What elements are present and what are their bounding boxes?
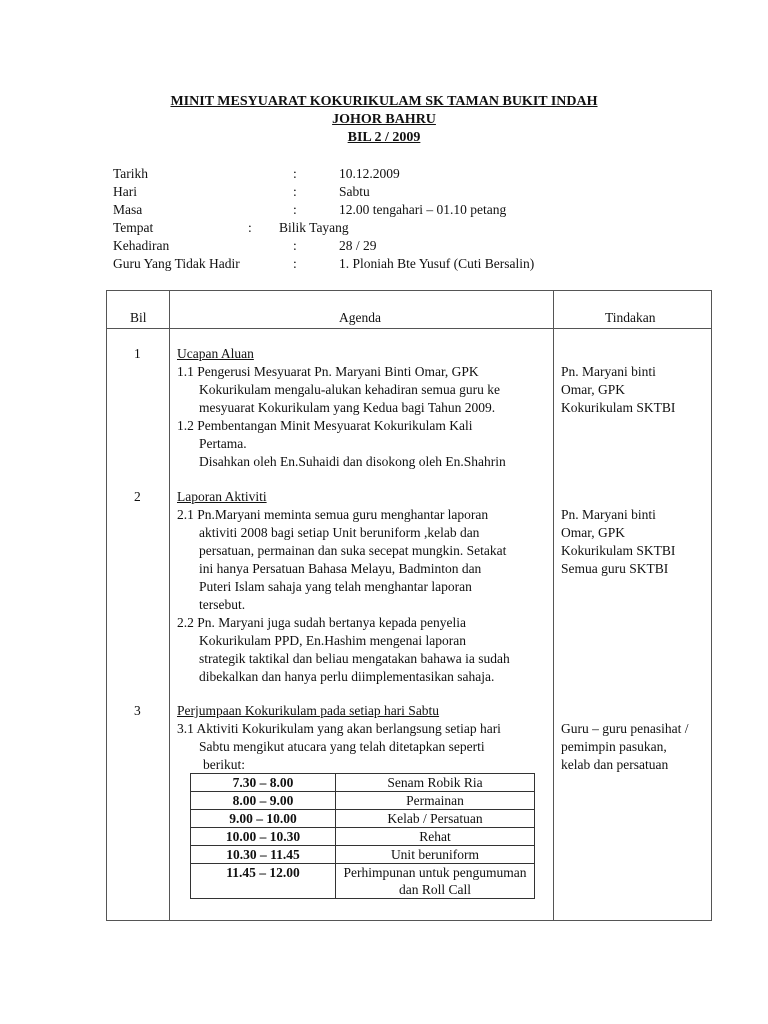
schedule-activity: Perhimpunan untuk pengumuman dan Roll Call xyxy=(336,864,535,899)
info-value: Bilik Tayang xyxy=(279,220,349,235)
info-label: Guru Yang Tidak Hadir xyxy=(113,256,240,271)
agenda-line: ini hanya Persatuan Bahasa Melayu, Badminton dan xyxy=(199,561,482,576)
agenda-line: 3.1 Aktiviti Kokurikulam yang akan berlangsung setiap hari xyxy=(177,721,501,736)
info-colon: : xyxy=(248,220,252,235)
agenda-line: Kokurikulam mengalu-alukan kehadiran semua guru ke xyxy=(199,382,501,397)
schedule-activity: Kelab / Persatuan xyxy=(336,810,535,828)
row-number: 1 xyxy=(134,346,141,361)
info-label: Tempat xyxy=(113,220,154,235)
agenda-heading: Ucapan Aluan xyxy=(177,346,254,361)
info-value: 12.00 tengahari – 01.10 petang xyxy=(339,202,507,217)
agenda-line: 2.1 Pn.Maryani meminta semua guru menghantar laporan xyxy=(177,507,489,522)
agenda-heading: Perjumpaan Kokurikulam pada setiap hari Sabtu xyxy=(177,703,440,718)
row-number: 3 xyxy=(134,703,141,718)
agenda-line: strategik taktikal dan beliau mengatakan bahawa ia sudah xyxy=(199,651,510,666)
agenda-line: Disahkan oleh En.Suhaidi dan disokong oleh En.Shahrin xyxy=(199,454,506,469)
column-divider xyxy=(169,291,170,920)
agenda-line: persatuan, permainan dan suka secepat mungkin. Setakat xyxy=(199,543,507,558)
agenda-line: 1.1 Pengerusi Mesyuarat Pn. Maryani Binti Omar, GPK xyxy=(177,364,479,379)
tindakan-line: Semua guru SKTBI xyxy=(561,561,669,576)
header-tindakan: Tindakan xyxy=(605,310,656,325)
schedule-time: 10.00 – 10.30 xyxy=(191,828,336,846)
schedule-table xyxy=(190,773,535,899)
tindakan-line: Pn. Maryani binti xyxy=(561,507,656,522)
tindakan-line: Kokurikulam SKTBI xyxy=(561,543,676,558)
tindakan-line: Kokurikulam SKTBI xyxy=(561,400,676,415)
schedule-row xyxy=(191,774,535,792)
agenda-line: Sabtu mengikut atucara yang telah ditetapkan seperti xyxy=(199,739,485,754)
tindakan-line: Pn. Maryani binti xyxy=(561,364,656,379)
schedule-activity: Unit beruniform xyxy=(336,846,535,864)
info-colon: : xyxy=(293,256,297,271)
schedule-row xyxy=(191,828,535,846)
info-value: 28 / 29 xyxy=(339,238,377,253)
agenda-line: dibekalkan dan hanya perlu diimplementasikan sahaja. xyxy=(199,669,495,684)
schedule-row xyxy=(191,810,535,828)
info-colon: : xyxy=(293,166,297,181)
schedule-activity: Permainan xyxy=(336,792,535,810)
info-value: 10.12.2009 xyxy=(339,166,400,181)
agenda-line: Pertama. xyxy=(199,436,247,451)
tindakan-line: Guru – guru penasihat / xyxy=(561,721,689,736)
info-value: 1. Ploniah Bte Yusuf (Cuti Bersalin) xyxy=(339,256,535,271)
info-label: Kehadiran xyxy=(113,238,170,253)
agenda-line: berikut: xyxy=(203,757,245,772)
info-label: Masa xyxy=(113,202,143,217)
info-colon: : xyxy=(293,184,297,199)
agenda-line: aktiviti 2008 bagi setiap Unit beruniform ,kelab dan xyxy=(199,525,480,540)
doc-subtitle-location: JOHOR BAHRU xyxy=(332,112,436,127)
schedule-row xyxy=(191,846,535,864)
tindakan-line: kelab dan persatuan xyxy=(561,757,669,772)
agenda-line: tersebut. xyxy=(199,597,246,612)
schedule-time: 10.30 – 11.45 xyxy=(191,846,336,864)
agenda-line: Puteri Islam sahaja yang telah menghantar laporan xyxy=(199,579,472,594)
agenda-line: 1.2 Pembentangan Minit Mesyuarat Kokurikulam Kali xyxy=(177,418,473,433)
header-bil: Bil xyxy=(130,310,147,325)
schedule-time: 11.45 – 12.00 xyxy=(191,864,336,899)
schedule-time: 9.00 – 10.00 xyxy=(191,810,336,828)
doc-title: MINIT MESYUARAT KOKURIKULAM SK TAMAN BUKIT INDAH xyxy=(170,94,598,109)
agenda-table xyxy=(106,290,712,921)
schedule-time: 8.00 – 9.00 xyxy=(191,792,336,810)
agenda-line: mesyuarat Kokurikulam yang Kedua bagi Tahun 2009. xyxy=(199,400,496,415)
info-colon: : xyxy=(293,202,297,217)
info-colon: : xyxy=(293,238,297,253)
tindakan-line: Omar, GPK xyxy=(561,525,625,540)
tindakan-line: Omar, GPK xyxy=(561,382,625,397)
agenda-line: 2.2 Pn. Maryani juga sudah bertanya kepada penyelia xyxy=(177,615,467,630)
info-label: Hari xyxy=(113,184,137,199)
column-divider xyxy=(553,291,554,920)
info-label: Tarikh xyxy=(113,166,149,181)
row-number: 2 xyxy=(134,489,141,504)
schedule-row xyxy=(191,864,535,899)
agenda-line: Kokurikulam PPD, En.Hashim mengenai laporan xyxy=(199,633,466,648)
tindakan-line: pemimpin pasukan, xyxy=(561,739,667,754)
agenda-heading: Laporan Aktiviti xyxy=(177,489,267,504)
info-value: Sabtu xyxy=(339,184,370,199)
header-agenda: Agenda xyxy=(339,310,381,325)
schedule-row xyxy=(191,792,535,810)
schedule-activity: Senam Robik Ria xyxy=(336,774,535,792)
schedule-time: 7.30 – 8.00 xyxy=(191,774,336,792)
doc-subtitle-number: BIL 2 / 2009 xyxy=(347,130,421,145)
header-divider xyxy=(107,328,711,329)
schedule-activity: Rehat xyxy=(336,828,535,846)
